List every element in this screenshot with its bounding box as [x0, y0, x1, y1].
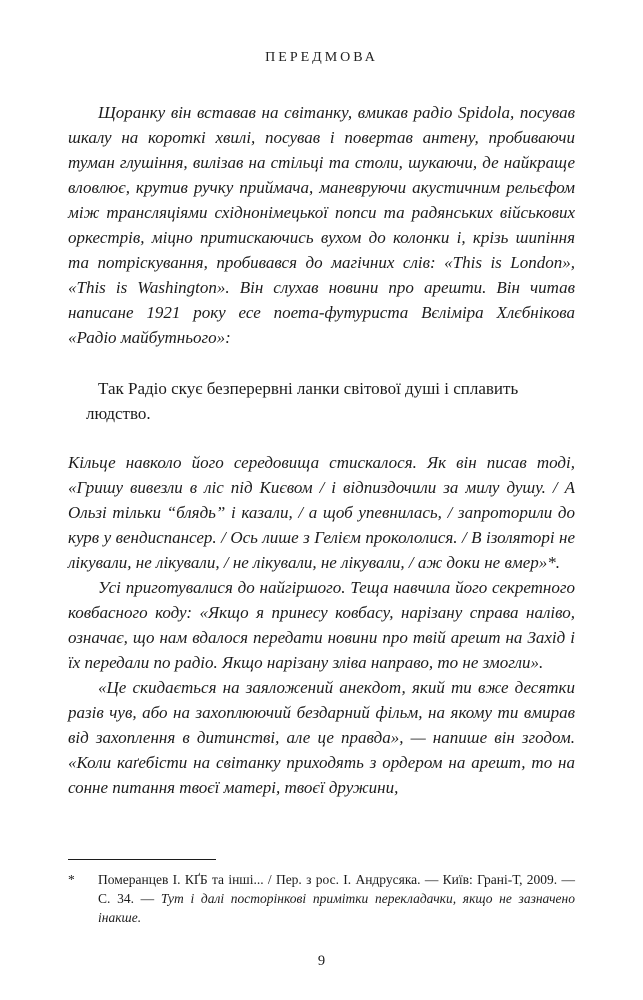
footnote-text-roman: Померанцев І. КҐБ та інші... / Пер. з рос. І. Андрусяка. — Київ: Грані-Т, 2009. — С. 34. — [98, 872, 575, 906]
footnote-divider [68, 859, 216, 860]
footnote [68, 870, 575, 927]
page-number: 9 [317, 953, 326, 969]
block-quote: Так Радіо скує безперервні ланки світової душі і сплавить людство. [86, 379, 519, 423]
paragraph: Усі приготувалися до найгіршого. Теща навчила його секретного ковбасного коду: «Якщо я принесу ковбасу, нарізану справа наліво, означає, що нам вдалося передати новини про твій арешт на Захід і їх передали по радіо. Якщо нарізану зліва направо, то не змогли». [68, 578, 575, 672]
footnote-marker: * [68, 872, 75, 887]
paragraph: Щоранку він вставав на світанку, вмикав радіо Spidola, посував шкалу на короткі хвилі, посував і повертав антену, пробиваючи туман глушіння, вилізав на стільці та столи, шукаючи, де найкраще вловлює, крутив ручку приймача, маневруючи акустичним рельєфом між трансляціями східнонімецької попси та радянських військових оркестрів, міцно притискаючись вухом до колонки і, крізь шипіння та потріскування, пробивався до магічних слів: «This is London», «This is Washington». Він слухав новини про арешти. Він читав написане 1921 року есе поета-футуриста Вєліміра Хлєбнікова «Радіо майбутнього»: [68, 103, 575, 347]
paragraph: «Це скидається на заяложений анекдот, який ти вже десятки разів чув, або на захоплюючий бездарний фільм, на якому ти вмирав від захоплення в дитинстві, але це правда», — напише він згодом. «Коли каґебісти на світанку приходять з ордером на арешт, то на сонне питання твоєї матері, твоєї дружини, [68, 678, 575, 797]
body-text [68, 100, 575, 800]
footnote-text-italic: Тут і далі посторінкові примітки перекладачки, якщо не зазначено інакше. [98, 891, 575, 925]
chapter-header: ПЕРЕДМОВА [265, 50, 378, 65]
footnote-area [68, 859, 575, 927]
paragraph: Кільце навколо його середовища стискалося. Як він писав тоді, «Гришу вивезли в ліс під Києвом / і відпиздочили за милу душу. / А Ользі тільки “блядь” і казали, / а щоб упевнилась, / запроторили до курв у вендиспансер. / Ось лише з Гелієм прокололися. / В ізоляторі не лікували, не лікували, / не лікували, не лікували, / аж доки не вмер»*. [68, 453, 575, 572]
footnote-text [98, 870, 575, 927]
